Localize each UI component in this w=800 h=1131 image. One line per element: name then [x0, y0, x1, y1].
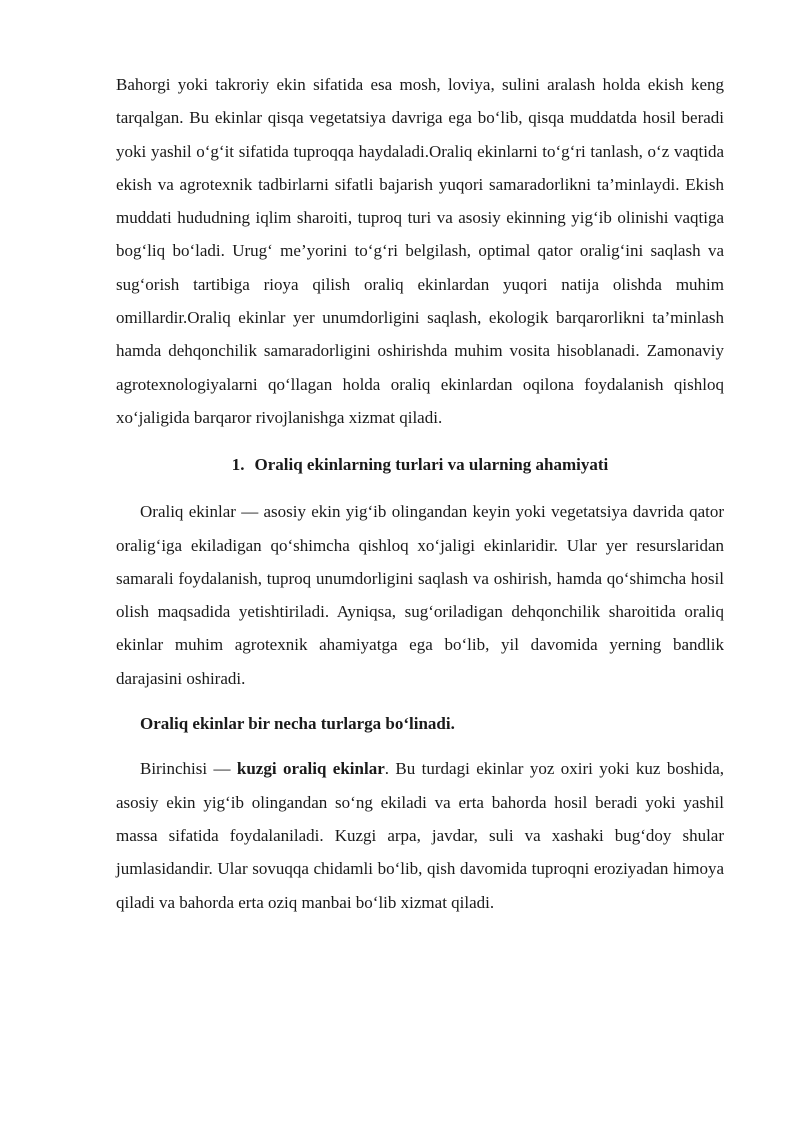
- document-page: [116, 68, 724, 919]
- first-type-text: . Bu turdagi ekinlar yoz oxiri yoki kuz boshida, asosiy ekin yig‘ib olingandan so‘ng ekiladi va erta bahorda hosil beradi yoki yashil massa sifatida foydalaniladi. Kuzgi arpa, javdar, suli va xashaki bug‘doy shular jumlasidandir. Ular sovuqqa chidamli bo‘lib, qish davomida tuproqni eroziyadan himoya qiladi va bahorda erta oziq manbai bo‘lib xizmat qiladi.: [116, 759, 725, 912]
- section-number: 1.: [231, 455, 245, 475]
- definition-paragraph: Oraliq ekinlar — asosiy ekin yig‘ib olingandan keyin yoki vegetatsiya davrida qator oralig‘iga ekiladigan qo‘shimcha qishloq xo‘jaligi ekinlaridir. Ular yer resurslaridan samarali foydalanish, tuproq unumdorligini saqlash va oshirish, hamda qo‘shimcha hosil olish maqsadida yetishtiriladi. Ayniqsa, sug‘oriladigan dehqonchilik sharoitida oraliq ekinlar muhim agrotexnik ahamiyatga ega bo‘lib, yil davomida yerning bandlik darajasini oshiradi.: [116, 502, 724, 688]
- section-heading: [116, 448, 724, 481]
- types-subheading: Oraliq ekinlar bir necha turlarga bo‘linadi.: [140, 714, 455, 734]
- section-title: Oraliq ekinlarning turlari va ularning ahamiyati: [254, 455, 609, 475]
- intro-paragraph: Bahorgi yoki takroriy ekin sifatida esa mosh, loviya, sulini aralash holda ekish keng tarqalgan. Bu ekinlar qisqa vegetatsiya davriga ega bo‘lib, qisqa muddatda hosil beradi yoki yashil o‘g‘it sifatida tuproqqa haydaladi.Oraliq ekinlarni to‘g‘ri tanlash, o‘z vaqtida ekish va agrotexnik tadbirlarni sifatli bajarish yuqori samaradorlikni ta’minlaydi. Ekish muddati hududning iqlim sharoiti, tuproq turi va asosiy ekinning yig‘ib olinishi vaqtiga bog‘liq bo‘ladi. Urug‘ me’yorini to‘g‘ri belgilash, optimal qator oralig‘ini saqlash va sug‘orish tartibiga rioya qilish oraliq ekinlardan yuqori natija olishda muhim omillardir.Oraliq ekinlar yer unumdorligini saqlash, ekologik barqarorlikni ta’minlash hamda dehqonchilik samaradorligini oshirishda muhim vosita hisoblanadi. Zamonaviy agrotexnologiyalarni qo‘llagan holda oraliq ekinlardan oqilona foydalanish qishloq xo‘jaligida barqaror rivojlanishga xizmat qiladi.: [116, 75, 724, 427]
- first-type-lead: Birinchisi —: [140, 759, 237, 779]
- first-type-paragraph: [116, 752, 724, 918]
- first-type-term: kuzgi oraliq ekinlar: [236, 759, 385, 779]
